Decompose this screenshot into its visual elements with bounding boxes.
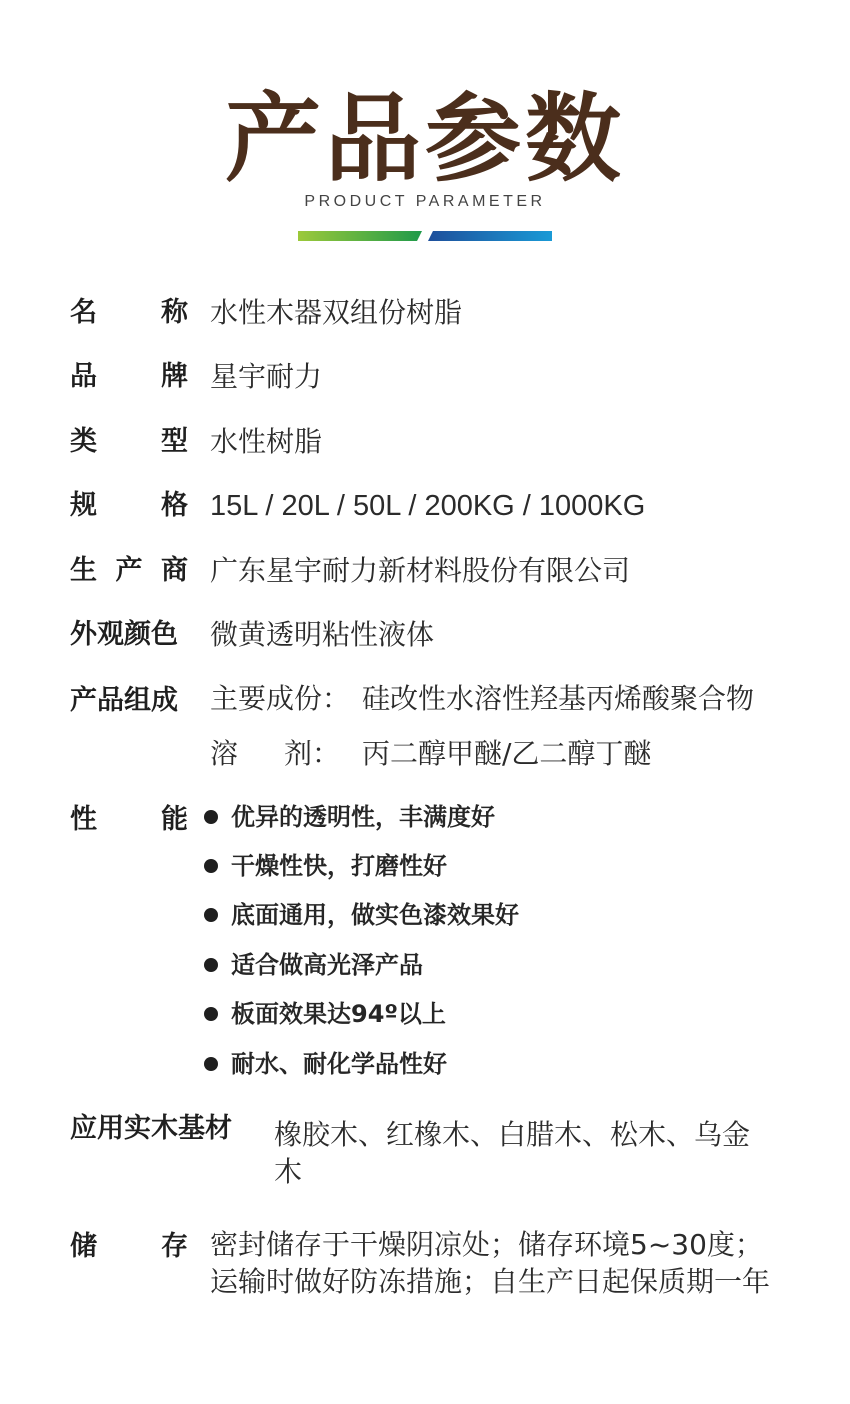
performance-label: 性 能 — [70, 804, 188, 835]
maker-label: 生 产 商 — [70, 555, 188, 586]
list-item: 干燥性快，打磨性好 — [204, 847, 519, 896]
performance-list — [204, 798, 519, 1094]
storage-label: 储 存 — [70, 1231, 188, 1262]
title-stripe-blue — [428, 231, 552, 241]
type-value: 水性树脂 — [210, 425, 323, 458]
substrate-value: 橡胶木、红橡木、白腊木、松木、乌金木 — [274, 1118, 751, 1188]
bullet-icon — [204, 1007, 218, 1021]
name-value: 水性木器双组份树脂 — [210, 296, 463, 329]
composition-main-value: 硅改性水溶性羟基丙烯酸聚合物 — [362, 682, 755, 715]
composition-solvent-value: 丙二醇甲醚/乙二醇丁醚 — [362, 737, 652, 770]
appearance-label: 外观颜色 — [70, 619, 178, 650]
composition-label: 产品组成 — [70, 685, 178, 716]
type-label: 类 型 — [70, 426, 188, 457]
maker-value: 广东星宇耐力新材料股份有限公司 — [210, 554, 631, 587]
title-stripe-green — [298, 231, 422, 241]
page-title: 产品参数 — [225, 83, 625, 195]
storage-value: 密封储存于干燥阴凉处；储存环境5~30度；运输时做好防冻措施；自生产日起保质期一年 — [210, 1228, 771, 1298]
list-item: 板面效果达94º以上 — [204, 996, 519, 1045]
brand-label: 品 牌 — [70, 361, 188, 392]
list-item: 适合做高光泽产品 — [204, 946, 519, 995]
bullet-icon — [204, 1057, 218, 1071]
composition-solvent-label: 溶 剂： — [210, 737, 340, 770]
substrate-label: 应用实木基材 — [70, 1113, 232, 1144]
bullet-icon — [204, 908, 218, 922]
sizes-value: 15L / 20L / 50L / 200KG / 1000KG — [210, 490, 646, 522]
list-item: 底面通用，做实色漆效果好 — [204, 897, 519, 946]
bullet-icon — [204, 958, 218, 972]
name-label: 名 称 — [70, 297, 188, 328]
bullet-icon — [204, 810, 218, 824]
appearance-value: 微黄透明粘性液体 — [210, 618, 435, 651]
composition-main-label: 主要成份： — [210, 682, 351, 715]
list-item: 耐水、耐化学品性好 — [204, 1045, 519, 1094]
sizes-label: 规 格 — [70, 490, 188, 521]
brand-value: 星宇耐力 — [210, 360, 323, 393]
list-item: 优异的透明性，丰满度好 — [204, 798, 519, 847]
page-subtitle: PRODUCT PARAMETER — [304, 193, 546, 210]
bullet-icon — [204, 859, 218, 873]
